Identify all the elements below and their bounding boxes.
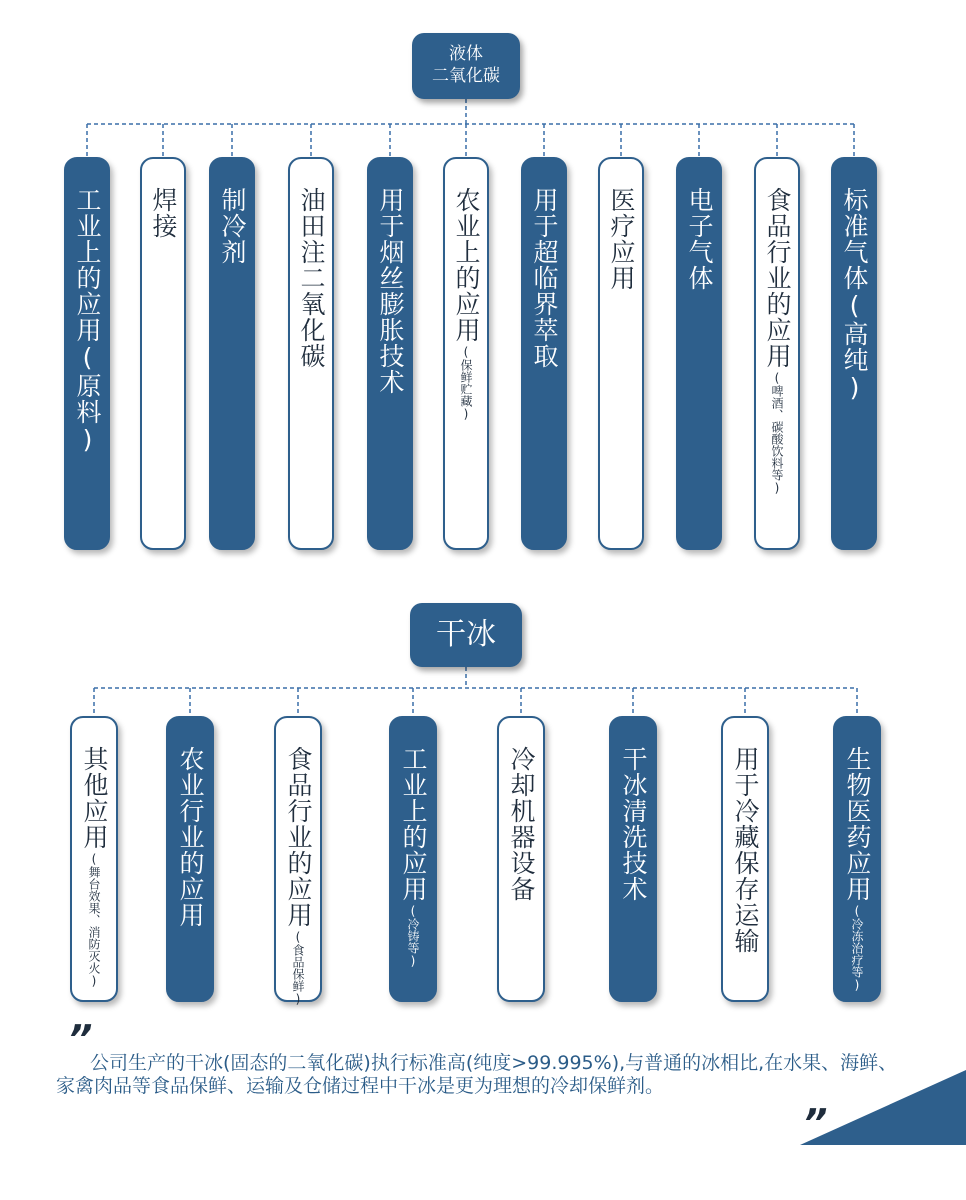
- dry-ice-item-label: 冷却机器设备: [507, 746, 536, 902]
- company-statement: 公司生产的干冰(固态的二氧化碳)执行标准高(纯度>99.995%),与普通的冰相比,在水果、海鲜、家禽肉品等食品保鲜、运输及仓储过程中干冰是更为理想的冷却保鲜剂。: [56, 1052, 898, 1097]
- dry-ice-item-label: 用于冷藏保存运输: [731, 746, 760, 954]
- dry-ice-item-box: [166, 716, 214, 1002]
- liquid-co2-item-box: [288, 157, 334, 550]
- liquid-co2-item-box: [676, 157, 722, 550]
- liquid-co2-item-box: [598, 157, 644, 550]
- liquid-co2-item-label: 电子气体: [685, 187, 714, 291]
- liquid-co2-item-box: [521, 157, 567, 550]
- liquid-co2-item-label: 制冷剂: [218, 187, 247, 265]
- liquid-co2-item-label: 食品行业的应用: [763, 187, 792, 369]
- liquid-co2-item-sub-label: (保鲜贮藏): [459, 345, 473, 421]
- dry-ice-item-label: 其他应用: [80, 746, 109, 850]
- root-dry-ice: 干冰: [410, 603, 522, 667]
- liquid-co2-item-box: [367, 157, 413, 550]
- liquid-co2-item-box: [140, 157, 186, 550]
- liquid-co2-item-label: 用于烟丝膨胀技术: [376, 187, 405, 395]
- dry-ice-item-label: 干冰清洗技术: [619, 746, 648, 902]
- root-liquid-co2-line1: 液体: [449, 44, 483, 64]
- liquid-co2-item-label: 用于超临界萃取: [530, 187, 559, 369]
- liquid-co2-item-sub-label: (啤酒、碳酸饮料等): [770, 371, 784, 495]
- dry-ice-item-box: [721, 716, 769, 1002]
- dry-ice-item-sub-label: (冷冻治疗等): [850, 904, 864, 992]
- open-quote-mark: ”: [68, 1017, 93, 1061]
- liquid-co2-item-label: 医疗应用: [607, 187, 636, 291]
- dry-ice-item-box: [274, 716, 322, 1006]
- dry-ice-item-label: 生物医药应用: [843, 746, 872, 902]
- dry-ice-item-label: 农业行业的应用: [176, 746, 205, 928]
- dry-ice-item-box: [609, 716, 657, 1002]
- dry-ice-item-box: [70, 716, 118, 1002]
- dry-ice-item-box: [389, 716, 437, 1002]
- liquid-co2-item-box: [64, 157, 110, 550]
- liquid-co2-item-box: [754, 157, 800, 550]
- liquid-co2-item-box: [443, 157, 489, 550]
- liquid-co2-item-label: 工业上的应用(原料): [73, 187, 102, 455]
- dry-ice-item-sub-label: (冷铸等): [406, 904, 420, 968]
- root-liquid-co2: [412, 33, 520, 99]
- liquid-co2-item-label: 农业上的应用: [452, 187, 481, 343]
- dry-ice-item-label: 工业上的应用: [399, 746, 428, 902]
- liquid-co2-item-box: [831, 157, 877, 550]
- liquid-co2-item-box: [209, 157, 255, 550]
- dry-ice-item-sub-label: (舞台效果、消防灭火): [87, 852, 101, 988]
- liquid-co2-item-label: 标准气体(高纯): [840, 187, 869, 403]
- dry-ice-item-box: [497, 716, 545, 1002]
- liquid-co2-item-label: 油田注二氧化碳: [297, 187, 326, 369]
- liquid-co2-item-label: 焊接: [149, 187, 178, 239]
- root-liquid-co2-line2: 二氧化碳: [432, 66, 500, 86]
- dry-ice-item-box: [833, 716, 881, 1002]
- close-quote-mark: ”: [803, 1101, 828, 1145]
- dry-ice-item-label: 食品行业的应用: [284, 746, 313, 928]
- dry-ice-item-sub-label: (食品保鲜): [291, 930, 305, 1006]
